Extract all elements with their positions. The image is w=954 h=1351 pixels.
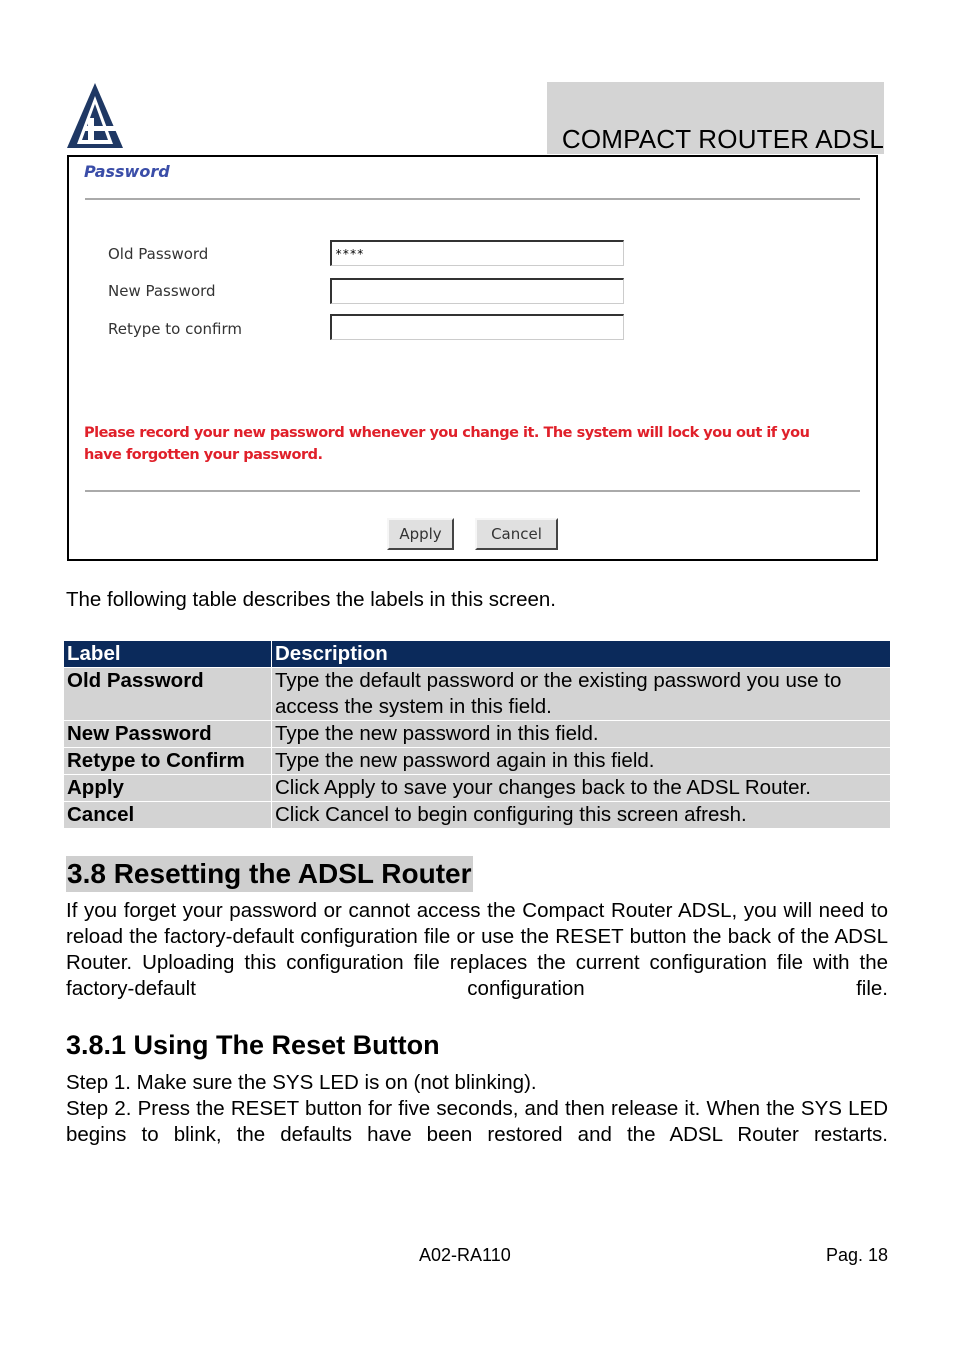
table-intro: The following table describes the labels in this screen.: [66, 588, 556, 611]
header-label: Label: [64, 641, 272, 668]
row-label: Apply: [64, 775, 272, 802]
row-label: Cancel: [64, 802, 272, 829]
section-reset-text: [66, 898, 888, 1002]
retype-password-input[interactable]: [330, 314, 624, 340]
table-row: [64, 668, 891, 721]
table-row: [64, 775, 891, 802]
footer-doc-code: A02-RA110: [419, 1245, 511, 1265]
section-heading-reset: 3.8 Resetting the ADSL Router: [66, 856, 473, 892]
row-label: New Password: [64, 721, 272, 748]
atlantis-a-logo-icon: [66, 82, 124, 150]
header-description: Description: [272, 641, 891, 668]
divider-bottom: [85, 490, 860, 492]
old-password-input[interactable]: [330, 240, 624, 266]
new-password-input[interactable]: [330, 278, 624, 304]
row-description: Type the new password again in this field.: [272, 748, 891, 775]
table-header-row: [64, 641, 891, 668]
section-reset-paragraph: If you forget your password or cannot access the Compact Router ADSL, you will need to reload the factory-default configuration file or use the RESET button the back of the ADSL Router. Uploading this configuration file replaces the current configuration file with the factory-default configuration file.: [66, 899, 888, 1000]
footer-page-number: Pag. 18: [825, 1245, 888, 1265]
table-row: [64, 802, 891, 829]
apply-button[interactable]: Apply: [387, 518, 454, 550]
new-password-label: New Password: [108, 282, 216, 300]
cancel-button[interactable]: Cancel: [475, 518, 558, 550]
row-description: Type the default password or the existing password you use to access the system in this field.: [272, 668, 891, 721]
row-description: Click Apply to save your changes back to the ADSL Router.: [272, 775, 891, 802]
old-password-label: Old Password: [108, 245, 209, 263]
labels-table: [63, 640, 891, 829]
row-label: Old Password: [64, 668, 272, 721]
step-2-text: Step 2. Press the RESET button for five seconds, and then release it. When the SYS LED begins to blink, the defaults have been restored and the ADSL Router restarts.: [66, 1097, 888, 1146]
row-description: Click Cancel to begin configuring this screen afresh.: [272, 802, 891, 829]
retype-password-label: Retype to confirm: [108, 320, 242, 338]
step-2: [66, 1096, 888, 1148]
password-screen-panel: [67, 155, 878, 561]
header-title: COMPACT ROUTER ADSL: [561, 124, 884, 154]
password-warning: Please record your new password whenever you change it. The system will lock you out if you have forgotten your password.: [84, 425, 810, 463]
row-description: Type the new password in this field.: [272, 721, 891, 748]
divider-top: [85, 198, 860, 200]
section-heading-reset-button: 3.8.1 Using The Reset Button: [66, 1030, 440, 1060]
panel-title: Password: [84, 162, 170, 181]
row-label: Retype to Confirm: [64, 748, 272, 775]
table-row: [64, 748, 891, 775]
step-1: Step 1. Make sure the SYS LED is on (not blinking).: [66, 1071, 537, 1094]
table-row: [64, 721, 891, 748]
